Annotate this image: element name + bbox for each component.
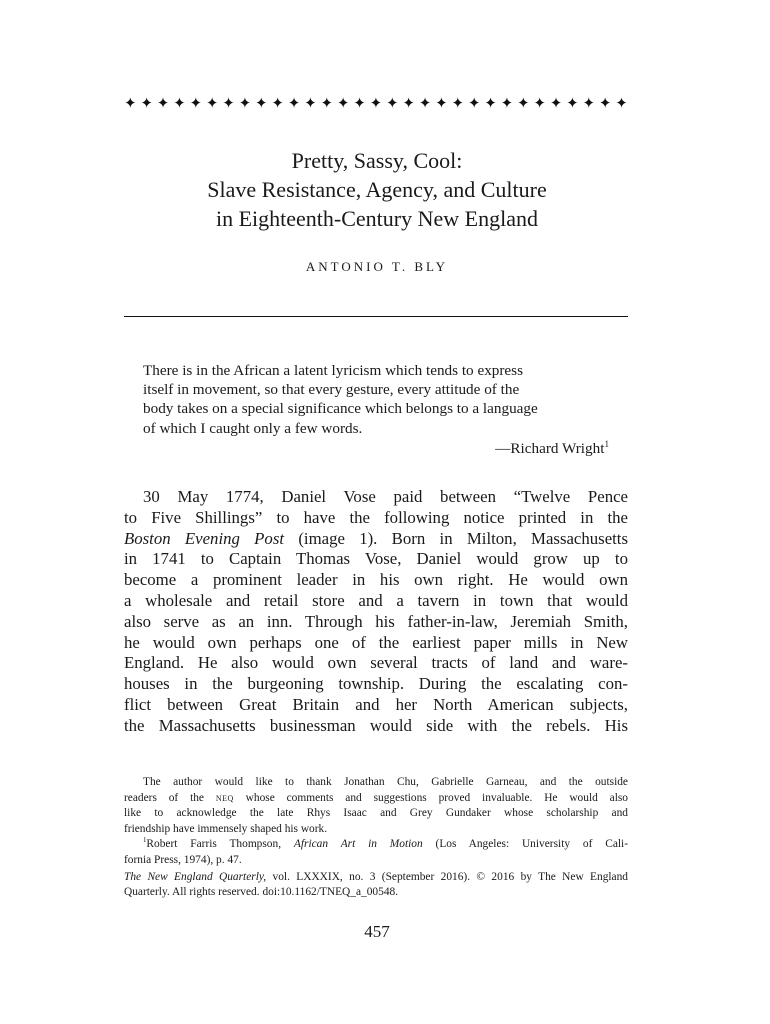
ornament-glyph: ✦: [336, 95, 350, 112]
ornament-glyph: ✦: [435, 95, 448, 112]
title-line: Pretty, Sassy, Cool:: [291, 148, 463, 173]
journal-title: The New England Quarterly,: [124, 870, 267, 883]
acknowledgment-line: like to acknowledge the late Rhys Isaac and Grey Gundaker whose scholarship and: [124, 807, 628, 820]
ornament-glyph: ✦: [255, 95, 268, 112]
citation-line: [124, 870, 628, 886]
footnote-1-line: fornia Press, 1974), p. 47.: [124, 853, 242, 866]
body-text-span: (image 1). Born in Milton, Massachusetts: [284, 528, 628, 548]
text-span: vol. LXXXIX, no. 3 (September 2016). © 2016 by The New England: [266, 870, 629, 883]
ornament-glyph: ✦: [304, 95, 317, 112]
author-name: ANTONIO T. BLY: [305, 259, 449, 274]
ornament-glyph: ✦: [156, 95, 170, 112]
ornament-border: [124, 92, 628, 116]
ornament-glyph: ✦: [517, 95, 530, 112]
ornament-glyph: ✦: [287, 95, 301, 112]
newspaper-title: Boston Evening Post: [124, 528, 285, 548]
ornament-glyph: ✦: [467, 95, 481, 112]
ornament-glyph: ✦: [402, 95, 415, 112]
ornament-glyph: ✦: [386, 95, 399, 112]
body-line: to Five Shillings” to have the following notice printed in the: [124, 507, 628, 527]
ornament-glyph: ✦: [222, 95, 235, 112]
page-number: 457: [364, 922, 390, 941]
footnote-number: 1: [143, 837, 147, 845]
footnotes: [124, 775, 628, 901]
epigraph-attribution: [143, 439, 609, 458]
title-line: Slave Resistance, Agency, and Culture: [207, 177, 547, 202]
ornament-glyph: ✦: [320, 95, 334, 112]
body-line: houses in the burgeoning township. During the escalating con-: [124, 674, 628, 694]
ornament-glyph: ✦: [615, 95, 628, 112]
body-line: become a prominent leader in his own right. He would own: [124, 570, 628, 590]
citation-line: Quarterly. All rights reserved. doi:10.1162/TNEQ_a_00548.: [124, 886, 399, 899]
ornament-glyph: ✦: [353, 95, 366, 112]
ornament-glyph: ✦: [484, 95, 497, 112]
body-line: also serve as an inn. Through his father-in-law, Jeremiah Smith,: [124, 611, 628, 631]
ornament-glyph: ✦: [238, 95, 252, 112]
body-line: England. He also would own several tracts of land and ware-: [124, 653, 628, 673]
epigraph-line: There is in the African a latent lyricism which tends to express: [143, 362, 523, 379]
body-line: in 1741 to Captain Thomas Vose, Daniel would grow up to: [124, 549, 628, 569]
ornament-glyph: ✦: [173, 95, 186, 112]
text-span: (Los Angeles: University of Cali-: [422, 838, 628, 851]
footnote-1: [124, 837, 628, 853]
ornament-glyph: ✦: [418, 95, 432, 112]
ornament-glyph: ✦: [533, 95, 546, 112]
acknowledgment-line: friendship have immensely shaped his work.: [124, 822, 328, 835]
ornament-glyph: ✦: [271, 95, 284, 112]
body-line: a wholesale and retail store and a tavern in town that would: [124, 590, 628, 610]
body-text: [124, 487, 628, 737]
acknowledgment-line: [124, 791, 628, 807]
epigraph-line: of which I caught only a few words.: [143, 419, 363, 437]
ornament-glyph: ✦: [566, 95, 579, 112]
ornament-glyph: ✦: [451, 95, 465, 112]
epigraph-line: body takes on a special significance which belongs to a language: [143, 400, 538, 418]
ornament-glyph: ✦: [189, 95, 203, 112]
article-title: [0, 146, 754, 233]
body-line: 30 May 1774, Daniel Vose paid between “Twelve Pence: [143, 487, 628, 506]
attribution-text: —Richard Wright: [495, 439, 605, 457]
ornament-glyph: ✦: [582, 95, 596, 112]
ornament-glyph: ✦: [500, 95, 514, 112]
ornament-glyph: ✦: [549, 95, 563, 112]
text-span: readers of the: [124, 791, 216, 804]
body-line: [124, 529, 628, 550]
body-line: flict between Great Britain and her North American subjects,: [124, 694, 628, 714]
book-title: African Art in Motion: [293, 838, 423, 851]
footnote-ref: 1: [604, 438, 609, 449]
acknowledgment-line: The author would like to thank Jonathan Chu, Gabrielle Garneau, and the outside: [143, 776, 628, 788]
epigraph: [143, 361, 609, 458]
epigraph-line: itself in movement, so that every gesture, every attitude of the: [143, 381, 520, 399]
ornament-glyph: ✦: [124, 95, 137, 112]
ornament-glyph: ✦: [598, 95, 612, 112]
body-line: he would own perhaps one of the earliest paper mills in New: [124, 632, 628, 652]
text-span: whose comments and suggestions proved invaluable. He would also: [233, 791, 628, 804]
title-line: in Eighteenth-Century New England: [216, 206, 538, 231]
body-line: the Massachusetts businessman would side with the rebels. His: [124, 715, 628, 735]
text-span: Robert Farris Thompson,: [146, 838, 294, 851]
ornament-glyph: ✦: [369, 95, 383, 112]
ornament-glyph: ✦: [140, 95, 153, 112]
ornament-glyph: ✦: [205, 95, 219, 112]
title-rule: [124, 316, 628, 317]
journal-abbrev: neq: [215, 791, 234, 804]
